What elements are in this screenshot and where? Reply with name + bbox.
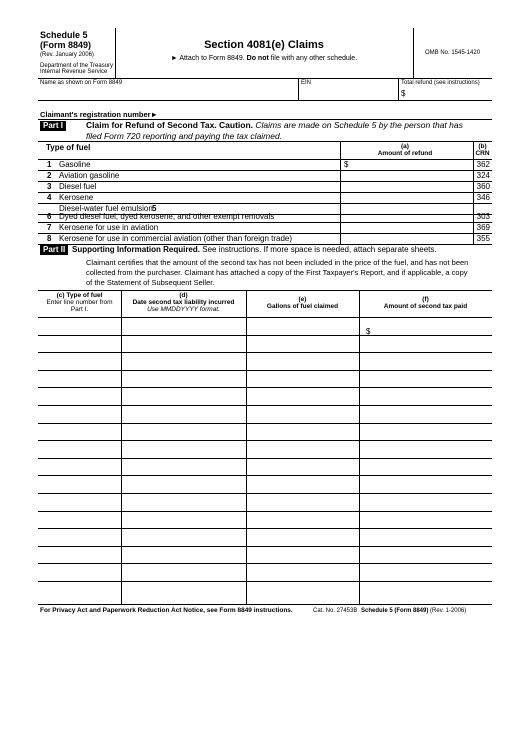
part-ii-date-input[interactable] bbox=[121, 317, 246, 335]
col-c-sub-2: Part I. bbox=[70, 306, 89, 313]
row-divider bbox=[38, 423, 492, 424]
form-label: (Form 8849) bbox=[40, 40, 92, 50]
line-8-amount-input[interactable] bbox=[344, 234, 470, 243]
row-divider bbox=[38, 493, 492, 494]
line-3-amount-input[interactable] bbox=[344, 182, 470, 191]
part-ii-row bbox=[38, 546, 492, 564]
part-i-dollar: $ bbox=[344, 160, 349, 169]
part-ii-amount-input[interactable] bbox=[359, 317, 492, 335]
part-ii-date-input[interactable] bbox=[121, 423, 246, 441]
part-ii-type-of-fuel-input[interactable] bbox=[38, 458, 121, 476]
col-e-letter: (e) bbox=[298, 296, 307, 303]
part-ii-gallons-input[interactable] bbox=[246, 405, 359, 423]
part-ii-gallons-input[interactable] bbox=[246, 352, 359, 370]
part-ii-amount-input[interactable] bbox=[359, 475, 492, 493]
part-ii-gallons-input[interactable] bbox=[246, 440, 359, 458]
form-title: Section 4081(e) Claims bbox=[204, 39, 324, 51]
col-d-header: Date second tax liability incurred bbox=[132, 299, 235, 306]
part-ii-gallons-input[interactable] bbox=[246, 335, 359, 353]
part-ii-title: Supporting Information Required. See instructions. If more space is needed, attach separate sheets. bbox=[72, 245, 437, 254]
line-6-amount-input[interactable] bbox=[344, 214, 470, 222]
schedule-label: Schedule 5 bbox=[40, 30, 88, 40]
part-ii-amount-input[interactable] bbox=[359, 387, 492, 405]
part-ii-type-of-fuel-input[interactable] bbox=[38, 475, 121, 493]
part-i-title-line2: filed Form 720 reporting and paying the tax claimed. bbox=[86, 131, 283, 141]
part-ii-type-of-fuel-input[interactable] bbox=[38, 528, 121, 546]
part-ii-type-of-fuel-input[interactable] bbox=[38, 440, 121, 458]
col-d-letter: (d) bbox=[179, 292, 188, 299]
col-f-letter: (f) bbox=[422, 296, 429, 303]
line-8-crn: 355 bbox=[476, 234, 490, 243]
part-ii-date-input[interactable] bbox=[121, 405, 246, 423]
part-ii-gallons-input[interactable] bbox=[246, 317, 359, 335]
part-i-badge: Part I bbox=[40, 121, 66, 131]
part-ii-type-of-fuel-input[interactable] bbox=[38, 546, 121, 564]
line-7-amount-input[interactable] bbox=[344, 223, 470, 232]
part-ii-date-input[interactable] bbox=[121, 387, 246, 405]
irs-label: Internal Revenue Service bbox=[40, 69, 108, 75]
part-ii-gallons-input[interactable] bbox=[246, 370, 359, 388]
part-ii-type-of-fuel-input[interactable] bbox=[38, 563, 121, 581]
ein-label: EIN bbox=[301, 80, 312, 86]
part-ii-date-input[interactable] bbox=[121, 581, 246, 599]
row-divider bbox=[38, 370, 492, 371]
line-1: 1 Gasoline bbox=[47, 160, 91, 169]
line-2-crn: 324 bbox=[476, 171, 490, 180]
part-ii-type-of-fuel-input[interactable] bbox=[38, 493, 121, 511]
line-7-crn: 369 bbox=[476, 223, 490, 232]
row-divider bbox=[38, 440, 492, 441]
part-ii-gallons-input[interactable] bbox=[246, 511, 359, 529]
part-ii-date-input[interactable] bbox=[121, 335, 246, 353]
department-label: Department of the Treasury bbox=[40, 63, 114, 69]
col-a-header: Amount of refund bbox=[377, 150, 433, 157]
part-ii-row bbox=[38, 423, 492, 441]
name-label: Name as shown on Form 8849 bbox=[40, 80, 123, 86]
part-ii-row bbox=[38, 563, 492, 581]
part-ii-gallons-input[interactable] bbox=[246, 458, 359, 476]
row-divider bbox=[38, 511, 492, 512]
part-ii-row bbox=[38, 440, 492, 458]
part-ii-type-of-fuel-input[interactable] bbox=[38, 370, 121, 388]
row-divider bbox=[38, 563, 492, 564]
part-ii-row bbox=[38, 405, 492, 423]
part-ii-gallons-input[interactable] bbox=[246, 563, 359, 581]
row-divider bbox=[38, 405, 492, 406]
part-ii-type-of-fuel-input[interactable] bbox=[38, 423, 121, 441]
col-d-format: Use MMDDYYYY format. bbox=[147, 306, 220, 313]
part-ii-row bbox=[38, 528, 492, 546]
part-ii-amount-input[interactable] bbox=[359, 581, 492, 599]
part-ii-row bbox=[38, 475, 492, 493]
part-ii-type-of-fuel-input[interactable] bbox=[38, 387, 121, 405]
part-ii-date-input[interactable] bbox=[121, 370, 246, 388]
part-ii-amount-input[interactable] bbox=[359, 405, 492, 423]
part-ii-date-input[interactable] bbox=[121, 546, 246, 564]
part-ii-gallons-input[interactable] bbox=[246, 387, 359, 405]
part-ii-date-input[interactable] bbox=[121, 352, 246, 370]
part-ii-row bbox=[38, 335, 492, 353]
part-ii-badge: Part II bbox=[40, 245, 68, 255]
part-ii-gallons-input[interactable] bbox=[246, 546, 359, 564]
part-ii-type-of-fuel-input[interactable] bbox=[38, 317, 121, 335]
part-ii-amount-input[interactable] bbox=[359, 493, 492, 511]
row-divider bbox=[38, 458, 492, 459]
part-ii-amount-input[interactable] bbox=[359, 440, 492, 458]
part-i-title: Claim for Refund of Second Tax. Caution. Claims are made on Schedule 5 by the person that has bbox=[86, 120, 463, 130]
part-ii-row bbox=[38, 493, 492, 511]
part-ii-amount-input[interactable] bbox=[359, 423, 492, 441]
row-divider bbox=[38, 581, 492, 582]
certification-line-2: collected from the purchaser. Claimant has attached a copy of the First Taxpayer's Report, and if applicable, a copy bbox=[86, 268, 468, 277]
part-ii-amount-input[interactable] bbox=[359, 563, 492, 581]
total-refund-label: Total refund (see instructions) bbox=[401, 80, 480, 86]
line-3-crn: 360 bbox=[476, 182, 490, 191]
part-ii-type-of-fuel-input[interactable] bbox=[38, 511, 121, 529]
col-f-header: Amount of second tax paid bbox=[383, 303, 468, 310]
catalog-number: Cat. No. 27453B bbox=[313, 608, 358, 614]
part-ii-row bbox=[38, 458, 492, 476]
part-ii-row bbox=[38, 387, 492, 405]
part-ii-row bbox=[38, 317, 492, 335]
part-ii-row bbox=[38, 581, 492, 599]
line-2: 2 Aviation gasoline bbox=[47, 171, 120, 180]
part-ii-dollar: $ bbox=[366, 327, 371, 336]
line-4-crn: 346 bbox=[476, 193, 490, 202]
part-ii-type-of-fuel-input[interactable] bbox=[38, 405, 121, 423]
attach-instruction: ► Attach to Form 8849. Do not file with any other schedule. bbox=[170, 55, 358, 62]
part-ii-row bbox=[38, 511, 492, 529]
col-c-sub-1: Enter line number from bbox=[46, 299, 113, 306]
line-4: 4 Kerosene bbox=[47, 193, 94, 202]
line-1-amount-input[interactable] bbox=[352, 160, 470, 169]
line-3: 3 Diesel fuel bbox=[47, 182, 97, 191]
row-divider bbox=[38, 387, 492, 388]
omb-number: OMB No. 1545-1420 bbox=[425, 50, 481, 56]
line-4-amount-input[interactable] bbox=[344, 193, 470, 202]
part-ii-amount-input[interactable] bbox=[359, 511, 492, 529]
part-ii-gallons-input[interactable] bbox=[246, 528, 359, 546]
part-ii-type-of-fuel-input[interactable] bbox=[38, 581, 121, 599]
row-divider bbox=[38, 528, 492, 529]
col-a-letter: (a) bbox=[401, 143, 409, 150]
line-8: 8 Kerosene for use in commercial aviation (other than foreign trade) bbox=[47, 234, 293, 243]
part-ii-gallons-input[interactable] bbox=[246, 475, 359, 493]
part-ii-type-of-fuel-input[interactable] bbox=[38, 335, 121, 353]
line-7: 7 Kerosene for use in aviation bbox=[47, 223, 159, 232]
line-6: 6 Dyed diesel fuel, dyed kerosene, and other exempt removals bbox=[47, 212, 275, 221]
part-ii-amount-input[interactable] bbox=[359, 352, 492, 370]
revision-date: (Rev. January 2006) bbox=[40, 52, 94, 58]
part-ii-amount-input[interactable] bbox=[359, 546, 492, 564]
line-6-crn: 303 bbox=[476, 212, 490, 221]
part-ii-date-input[interactable] bbox=[121, 475, 246, 493]
total-refund-dollar: $ bbox=[401, 89, 406, 98]
col-b-header: CRN bbox=[475, 150, 490, 157]
part-ii-amount-input[interactable] bbox=[359, 370, 492, 388]
part-ii-type-of-fuel-input[interactable] bbox=[38, 352, 121, 370]
form-reference: Schedule 5 (Form 8849) (Rev. 1-2006) bbox=[361, 608, 467, 614]
privacy-notice: For Privacy Act and Paperwork Reduction Act Notice, see Form 8849 instructions. bbox=[40, 607, 293, 614]
part-ii-gallons-input[interactable] bbox=[246, 581, 359, 599]
row-divider bbox=[38, 546, 492, 547]
col-e-header: Gallons of fuel claimed bbox=[266, 303, 339, 310]
line-1-crn: 362 bbox=[476, 160, 490, 169]
part-ii-gallons-input[interactable] bbox=[246, 423, 359, 441]
type-of-fuel-header: Type of fuel bbox=[46, 143, 91, 152]
claimant-registration-label: Claimant's registration number► bbox=[40, 110, 158, 119]
part-ii-row bbox=[38, 370, 492, 388]
part-ii-amount-input[interactable] bbox=[359, 528, 492, 546]
part-ii-gallons-input[interactable] bbox=[246, 493, 359, 511]
col-b-letter: (b) bbox=[478, 143, 487, 150]
part-ii-date-input[interactable] bbox=[121, 493, 246, 511]
row-divider bbox=[38, 335, 492, 336]
part-ii-date-input[interactable] bbox=[121, 511, 246, 529]
line-2-amount-input[interactable] bbox=[344, 171, 470, 180]
part-ii-date-input[interactable] bbox=[121, 440, 246, 458]
row-divider bbox=[38, 475, 492, 476]
part-ii-amount-input[interactable] bbox=[359, 458, 492, 476]
part-ii-date-input[interactable] bbox=[121, 528, 246, 546]
part-ii-date-input[interactable] bbox=[121, 563, 246, 581]
part-ii-amount-input[interactable] bbox=[359, 335, 492, 353]
row-divider bbox=[38, 352, 492, 353]
col-c-header: (c) Type of fuel bbox=[56, 292, 103, 299]
certification-line-3: of the Statement of Subsequent Seller. bbox=[86, 278, 215, 287]
part-ii-row bbox=[38, 352, 492, 370]
line-5: Diesel-water fuel emulsion 5 bbox=[59, 204, 157, 213]
part-ii-date-input[interactable] bbox=[121, 458, 246, 476]
certification-line-1: Claimant certifies that the amount of the second tax has not been included in the price of the fuel, and has not been bbox=[86, 258, 469, 267]
